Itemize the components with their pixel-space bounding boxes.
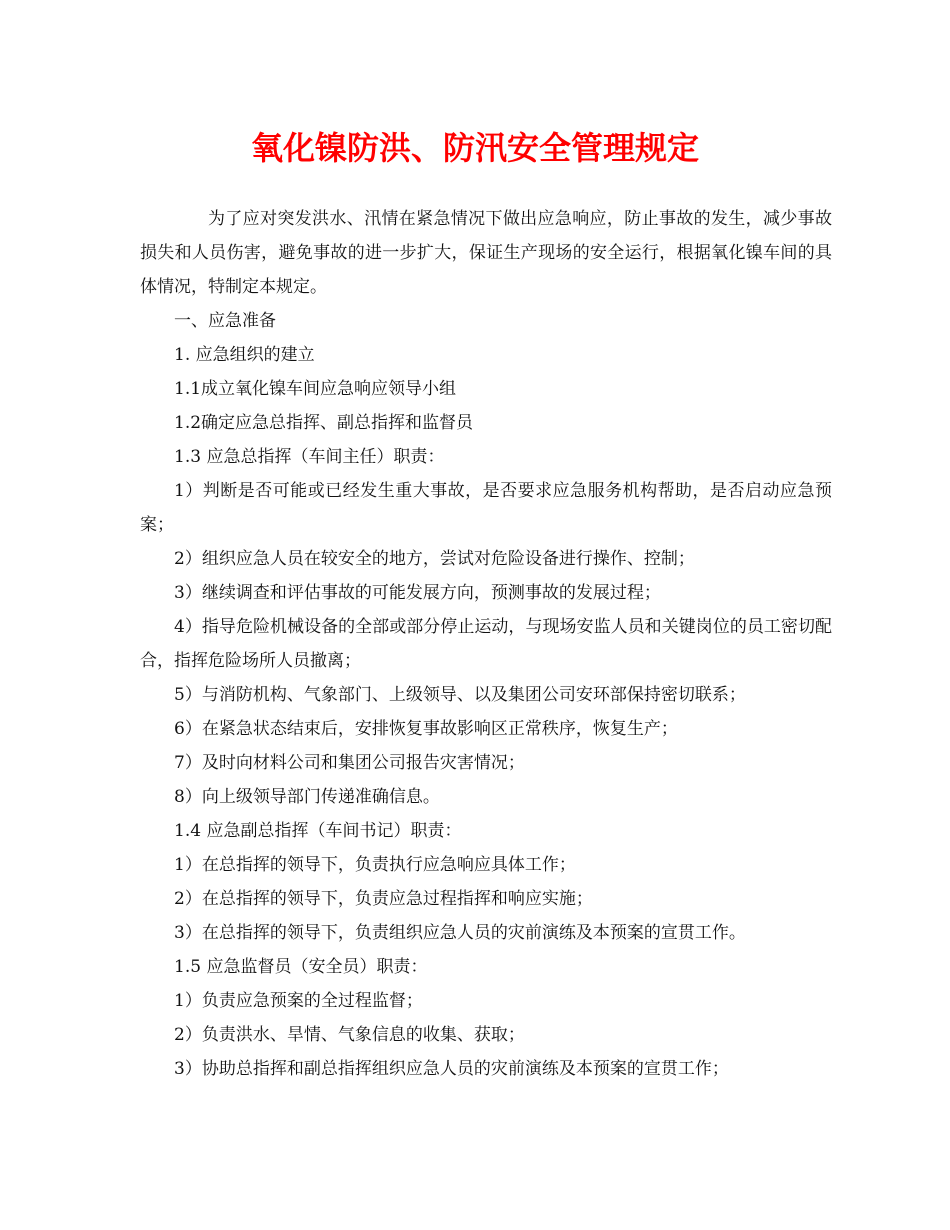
paragraph: 1.5 应急监督员（安全员）职责： — [174, 957, 428, 977]
paragraph: 2）在总指挥的领导下，负责应急过程指挥和响应实施； — [174, 889, 593, 909]
paragraph: 3）继续调查和评估事故的可能发展方向，预测事故的发展过程； — [174, 583, 661, 603]
paragraph: 3）协助总指挥和副总指挥组织应急人员的灾前演练及本预案的宣贯工作； — [174, 1059, 729, 1079]
paragraph: 6）在紧急状态结束后，安排恢复事故影响区正常秩序，恢复生产； — [174, 719, 678, 739]
document-body — [140, 202, 832, 1086]
section-heading-emergency-preparation: 一、应急准备 — [174, 311, 276, 331]
paragraph: 1）在总指挥的领导下，负责执行应急响应具体工作； — [174, 855, 576, 875]
paragraph: 8）向上级领导部门传递准确信息。 — [174, 787, 440, 807]
paragraph: 4）指导危险机械设备的全部或部分停止运动，与现场安监人员和关键岗位的员工密切配合，指挥危险场所人员撤离； — [140, 617, 832, 671]
paragraph-intro: 为了应对突发洪水、汛情在紧急情况下做出应急响应，防止事故的发生，减少事故损失和人员伤害，避免事故的进一步扩大，保证生产现场的安全运行，根据氧化镍车间的具体情况，特制定本规定。 — [140, 209, 832, 297]
paragraph: 1. 应急组织的建立 — [174, 345, 315, 365]
paragraph: 7）及时向材料公司和集团公司报告灾害情况； — [174, 753, 525, 773]
document-title: 氧化镍防洪、防汛安全管理规定 — [250, 129, 699, 167]
paragraph: 1.3 应急总指挥（车间主任）职责： — [174, 447, 445, 467]
paragraph: 2）负责洪水、旱情、气象信息的收集、获取； — [174, 1025, 525, 1045]
paragraph: 5）与消防机构、气象部门、上级领导、以及集团公司安环部保持密切联系； — [174, 685, 746, 705]
paragraph: 1）负责应急预案的全过程监督； — [174, 991, 423, 1011]
paragraph: 3）在总指挥的领导下，负责组织应急人员的灾前演练及本预案的宣贯工作。 — [174, 923, 746, 943]
paragraph: 2）组织应急人员在较安全的地方，尝试对危险设备进行操作、控制； — [174, 549, 695, 569]
paragraph: 1.1成立氧化镍车间应急响应领导小组 — [174, 379, 457, 399]
paragraph: 1.4 应急副总指挥（车间书记）职责： — [174, 821, 462, 841]
paragraph: 1）判断是否可能或已经发生重大事故，是否要求应急服务机构帮助，是否启动应急预案； — [140, 481, 832, 535]
paragraph: 1.2确定应急总指挥、副总指挥和监督员 — [174, 413, 474, 433]
